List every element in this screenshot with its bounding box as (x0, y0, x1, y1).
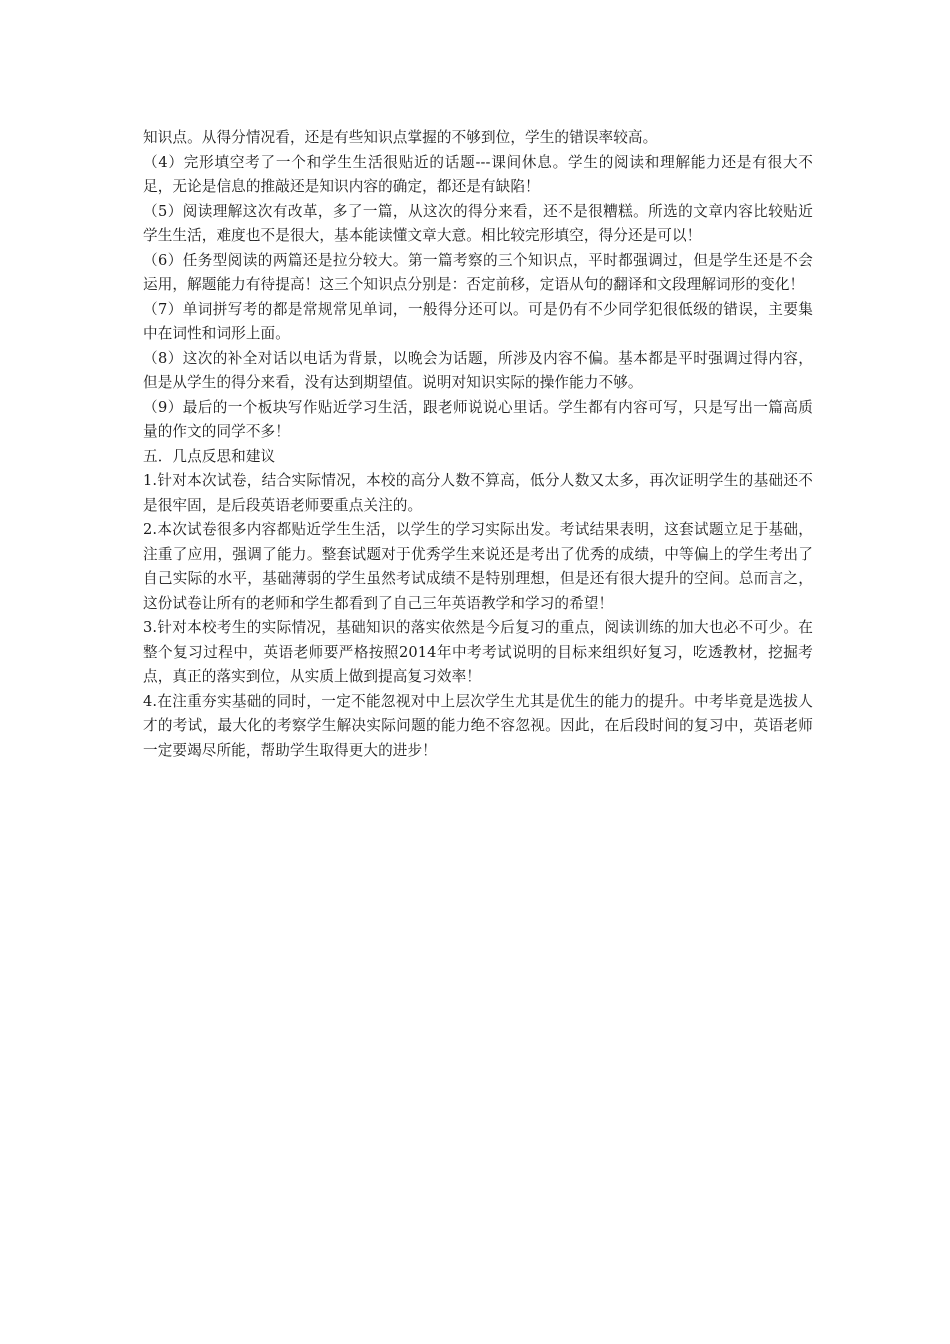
paragraph-cloze-analysis: （4）完形填空考了一个和学生生活很贴近的话题---课间休息。学生的阅读和理解能力还是有很大不足，无论是信息的推敲还是知识内容的确定，都还是有缺陷！ (143, 153, 813, 195)
paragraph-task-reading-analysis: （6）任务型阅读的两篇还是拉分较大。第一篇考察的三个知识点，平时都强调过，但是学生还是不会运用，解题能力有待提高！这三个知识点分别是：否定前移，定语从句的翻译和文段理解词形的变化！ (143, 251, 813, 293)
suggestion-item-4: 4.在注重夯实基础的同时，一定不能忽视对中上层次学生尤其是优生的能力的提升。中考毕竟是选拔人才的考试，最大化的考察学生解决实际问题的能力绝不容忽视。因此，在后段时间的复习中，英语老师一定要竭尽所能，帮助学生取得更大的进步！ (143, 692, 813, 759)
paragraph-reading-analysis: （5）阅读理解这次有改革，多了一篇，从这次的得分来看，还不是很糟糕。所选的文章内容比较贴近学生生活，难度也不是很大，基本能读懂文章大意。相比较完形填空，得分还是可以！ (143, 202, 813, 244)
paragraph-spelling-analysis: （7）单词拼写考的都是常规常见单词，一般得分还可以。可是仍有不少同学犯很低级的错误，主要集中在词性和词形上面。 (143, 300, 813, 342)
section-heading: 五．几点反思和建议 (143, 447, 276, 465)
suggestion-item-3: 3.针对本校考生的实际情况，基础知识的落实依然是今后复习的重点，阅读训练的加大也必不可少。在整个复习过程中，英语老师要严格按照2014年中考考试说明的目标来组织好复习，吃透教材，挖掘考点，真正的落实到位，从实质上做到提高复习效率！ (143, 619, 813, 685)
paragraph-continuation: 知识点。从得分情况看，还是有些知识点掌握的不够到位，学生的错误率较高。 (143, 129, 658, 146)
document-body (143, 126, 813, 763)
paragraph-dialogue-analysis: （8）这次的补全对话以电话为背景，以晚会为话题，所涉及内容不偏。基本都是平时强调过得内容，但是从学生的得分来看，没有达到期望值。说明对知识实际的操作能力不够。 (143, 349, 813, 391)
suggestion-item-1: 1.针对本次试卷，结合实际情况，本校的高分人数不算高，低分人数又太多，再次证明学生的基础还不是很牢固，是后段英语老师要重点关注的。 (143, 472, 813, 514)
paragraph-writing-analysis: （9）最后的一个板块写作贴近学习生活，跟老师说说心里话。学生都有内容可写，只是写出一篇高质量的作文的同学不多！ (143, 398, 813, 440)
suggestion-item-2: 2.本次试卷很多内容都贴近学生生活，以学生的学习实际出发。考试结果表明，这套试题立足于基础，注重了应用，强调了能力。整套试题对于优秀学生来说还是考出了优秀的成绩，中等偏上的学生考出了自己实际的水平，基础薄弱的学生虽然考试成绩不是特别理想，但是还有很大提升的空间。总而言之，这份试卷让所有的老师和学生都看到了自己三年英语教学和学习的希望！ (143, 521, 813, 612)
